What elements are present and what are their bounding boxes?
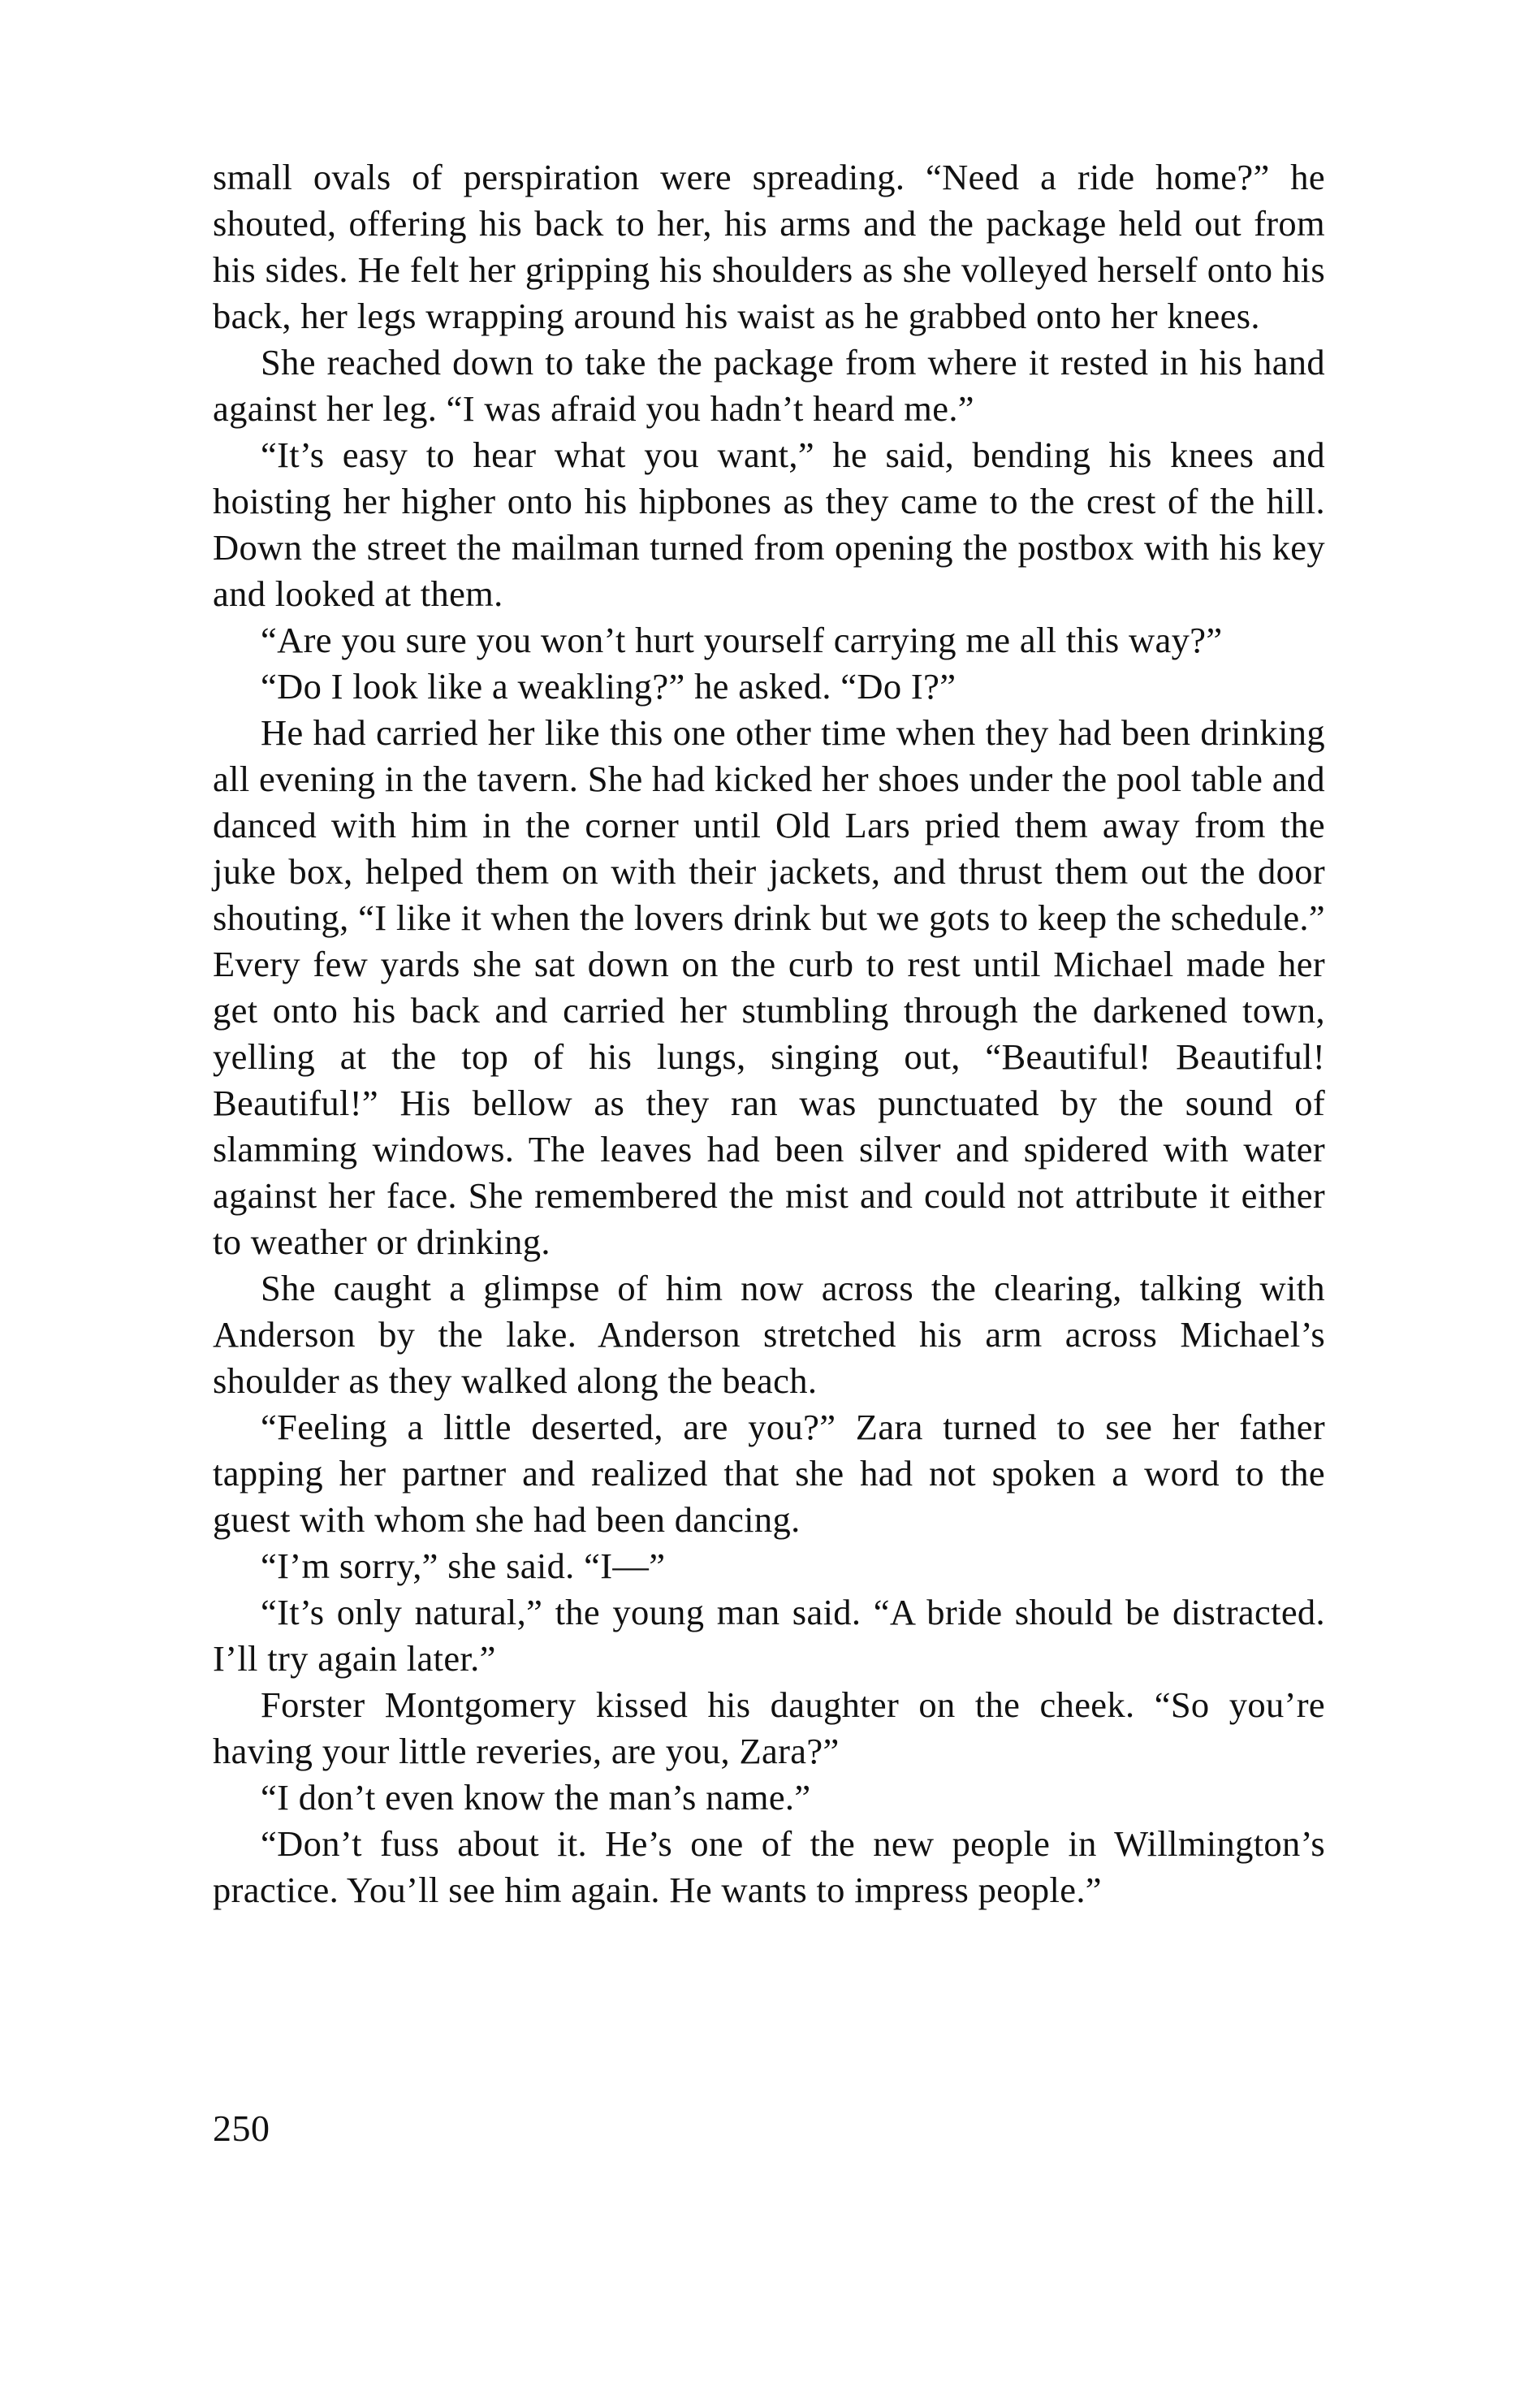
paragraph-3: “It’s easy to hear what you want,” he said, bending his knees and hoisting her higher onto his hipbones as they came to the crest of the hill. Down the street the mailman turned from opening the postbox with his key and looked at them. — [213, 434, 1325, 614]
paragraph-1: small ovals of perspiration were spreading. “Need a ride home?” he shouted, offering his back to her, his arms and the package held out from his sides. He felt her gripping his shoulders as she volleyed herself onto his back, her legs wrapping around his waist as he grabbed onto her knees. — [213, 157, 1325, 336]
paragraph-13: “Don’t fuss about it. He’s one of the new people in Willmington’s practice. You’ll see him again. He wants to impress people.” — [213, 1823, 1325, 1910]
paragraph-11: Forster Montgomery kissed his daughter on the cheek. “So you’re having your little reveries, are you, Zara?” — [213, 1684, 1325, 1771]
paragraph-4: “Are you sure you won’t hurt yourself carrying me all this way?” — [261, 620, 1223, 660]
paragraph-6: He had carried her like this one other time when they had been drinking all evening in the tavern. She had kicked her shoes under the pool table and danced with him in the corner until Old Lars pried them away from the juke box, helped them on with their jackets, and thrust them out the door shouting, “I like it when the lovers drink but we gots to keep the schedule.” Every few yards she sat down on the curb to rest until Michael made her get onto his back and carried her stumbling through the darkened town, yelling at the top of his lungs, singing out, “Beautiful! Beautiful! Beautiful!” His bellow as they ran was punctuated by the sound of slamming windows. The leaves had been silver and spidered with water against her face. She remembered the mist and could not attribute it either to weather or drinking. — [213, 712, 1325, 1262]
paragraph-2: She reached down to take the package from where it rested in his hand against her leg. “I was afraid you hadn’t heard me.” — [213, 342, 1325, 429]
paragraph-12: “I don’t even know the man’s name.” — [261, 1777, 811, 1818]
paragraph-5: “Do I look like a weakling?” he asked. “Do I?” — [261, 666, 957, 707]
page-number: 250 — [213, 2108, 270, 2149]
paragraph-8: “Feeling a little deserted, are you?” Zara turned to see her father tapping her partner and realized that she had not spoken a word to the guest with whom she had been dancing. — [213, 1407, 1325, 1540]
book-page-text — [213, 154, 1325, 1913]
paragraph-7: She caught a glimpse of him now across the clearing, talking with Anderson by the lake. Anderson stretched his arm across Michael’s shoulder as they walked along the beach. — [213, 1268, 1325, 1401]
paragraph-9: “I’m sorry,” she said. “I—” — [261, 1546, 666, 1586]
paragraph-10: “It’s only natural,” the young man said. “A bride should be distracted. I’ll try again later.” — [213, 1592, 1325, 1679]
